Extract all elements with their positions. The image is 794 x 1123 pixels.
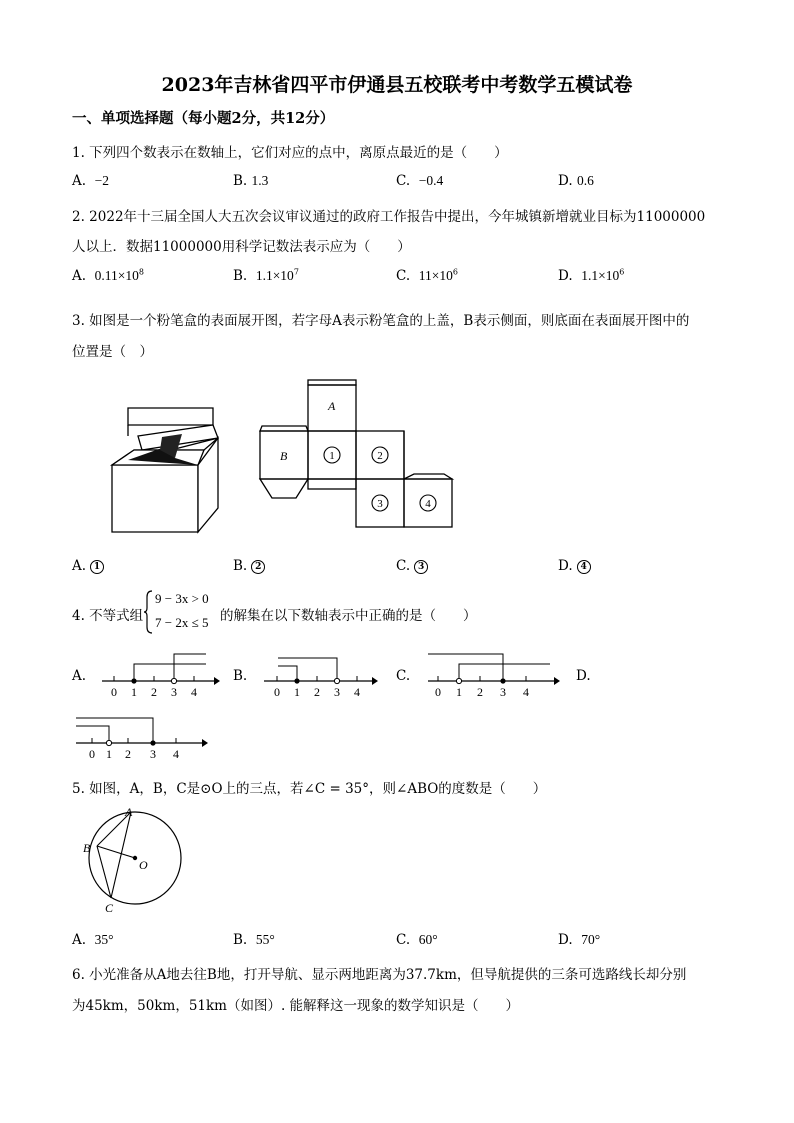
q5-option-c: C. 60° (396, 932, 438, 948)
q5-option-d: D. 70° (558, 932, 601, 948)
q1-option-a: A. −2 (72, 173, 110, 189)
svg-text:1: 1 (456, 685, 462, 699)
number-line-b (260, 648, 385, 700)
q2-option-a: A. $0.11\times 10^8$ (72, 267, 144, 284)
svg-text:1: 1 (131, 685, 137, 699)
label-c: C (105, 901, 114, 915)
q4-option-b-label: B. (233, 668, 248, 684)
net-label-1: 1 (329, 450, 335, 462)
chalk-box-figure (100, 370, 460, 535)
svg-text:4: 4 (173, 747, 179, 761)
svg-text:4: 4 (354, 685, 360, 699)
q5-option-a: A. 35° (72, 932, 114, 948)
q3-option-b: B. 2 (233, 558, 265, 574)
number-line-d (72, 710, 217, 762)
box-net (260, 380, 452, 527)
svg-text:2: 2 (151, 685, 157, 699)
inequality-1: 9 − 3x > 0 (155, 591, 209, 606)
question-4-stem-post: 的解集在以下数轴表示中正确的是（ ） (220, 608, 477, 624)
net-label-3: 3 (377, 498, 383, 510)
question-2-stem-line1: 2. 2022年十三届全国人大五次会议审议通过的政府工作报告中提出，今年城镇新增就业目标为11000000 (72, 209, 706, 225)
q1-option-b: B. 1.3 (233, 173, 269, 189)
number-line-c (424, 648, 569, 700)
inequality-2: 7 − 2x ≤ 5 (155, 615, 209, 630)
q2-option-c: C. $11\times 10^6$ (396, 267, 458, 284)
label-o: O (139, 858, 148, 872)
q5-option-b: B. 55° (233, 932, 275, 948)
label-b: B (83, 841, 91, 855)
system-brace (143, 589, 153, 635)
q1-option-c: C. −0.4 (396, 173, 444, 189)
circle-figure (75, 800, 190, 920)
chalk-box-drawing (112, 408, 218, 532)
svg-text:0: 0 (435, 685, 441, 699)
net-label-2: 2 (377, 450, 383, 462)
section-heading: 一、单项选择题（每小题2分，共12分） (72, 110, 335, 127)
question-5-stem: 5. 如图，A，B，C是⊙O上的三点，若∠C = 35°，则∠ABO的度数是（ ） (72, 781, 547, 797)
question-6-stem-line1: 6. 小光准备从A地去往B地，打开导航、显示两地距离为37.7km，但导航提供的三条可选路线长却分别 (72, 967, 687, 983)
svg-text:4: 4 (523, 685, 529, 699)
question-4-stem-pre: 4. 不等式组 (72, 608, 144, 624)
q2-option-b: B. $1.1\times 10^7$ (233, 267, 299, 284)
svg-text:3: 3 (171, 685, 177, 699)
q3-option-d: D. 4 (558, 558, 591, 574)
q4-option-a-label: A. (72, 668, 87, 684)
question-3-stem-line2: 位置是（ ） (72, 344, 153, 360)
question-2-stem-line2: 人以上．数据11000000用科学记数法表示应为（ ） (72, 239, 411, 255)
svg-text:1: 1 (106, 747, 112, 761)
q4-option-c-label: C. (396, 668, 411, 684)
net-label-4: 4 (425, 498, 431, 510)
q2-option-d: D. $1.1\times 10^6$ (558, 267, 625, 284)
svg-text:3: 3 (500, 685, 506, 699)
svg-text:4: 4 (191, 685, 197, 699)
q3-option-a: A. 1 (72, 558, 104, 574)
svg-text:0: 0 (111, 685, 117, 699)
svg-text:3: 3 (150, 747, 156, 761)
svg-text:2: 2 (125, 747, 131, 761)
question-6-stem-line2: 为45km，50km，51km（如图）. 能解释这一现象的数学知识是（ ） (72, 998, 520, 1014)
question-3-stem-line1: 3. 如图是一个粉笔盒的表面展开图，若字母A表示粉笔盒的上盖，B表示侧面，则底面在表面展开图中的 (72, 313, 690, 329)
net-label-b: B (280, 449, 288, 463)
number-line-a (96, 648, 221, 700)
svg-text:0: 0 (89, 747, 95, 761)
page-title: 2023年吉林省四平市伊通县五校联考中考数学五模试卷 (161, 74, 633, 96)
q4-option-d-label: D. (576, 668, 591, 684)
question-1-stem: 1. 下列四个数表示在数轴上，它们对应的点中，离原点最近的是（ ） (72, 145, 508, 161)
q3-option-c: C. 3 (396, 558, 428, 574)
svg-text:2: 2 (477, 685, 483, 699)
q1-option-d: D. 0.6 (558, 173, 594, 189)
svg-text:0: 0 (274, 685, 280, 699)
label-a: A (125, 805, 133, 819)
net-label-a: A (328, 399, 336, 413)
svg-text:3: 3 (334, 685, 340, 699)
svg-text:2: 2 (314, 685, 320, 699)
svg-text:1: 1 (294, 685, 300, 699)
